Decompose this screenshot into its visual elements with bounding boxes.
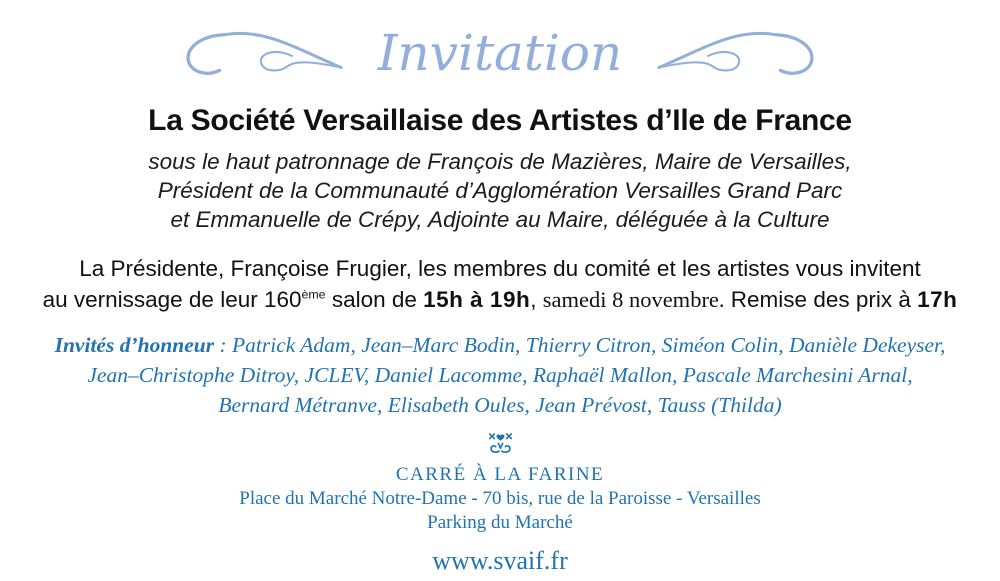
invitation-title: Invitation xyxy=(377,24,623,82)
invite-line2-mid: salon de xyxy=(325,287,424,312)
venue-parking: Parking du Marché xyxy=(427,512,573,533)
ornament-wrap xyxy=(0,432,1000,456)
honor-block xyxy=(0,330,1000,420)
venue-address: Place du Marché Notre-Dame - 70 bis, rue de la Paroisse - Versailles xyxy=(239,488,761,509)
honor-names-1: Patrick Adam, Jean–Marc Bodin, Thierry Citron, Siméon Colin, Danièle Dekeyser, xyxy=(232,333,946,357)
event-date: samedi 8 novembre. xyxy=(542,287,725,312)
honor-separator: : xyxy=(214,333,233,357)
honor-line-3: Bernard Métranve, Elisabeth Oules, Jean Prévost, Tauss (Thilda) xyxy=(218,393,782,417)
venue-name: CARRÉ À LA FARINE xyxy=(395,464,605,485)
honor-line-1 xyxy=(0,330,1000,360)
invite-line2-post: Remise des prix à xyxy=(724,287,918,312)
society-title: La Société Versaillaise des Artistes d’Ile de France xyxy=(148,104,852,137)
header xyxy=(0,22,1000,90)
patronage-line-3: et Emmanuelle de Crépy, Adjointe au Maire, déléguée à la Culture xyxy=(170,207,830,232)
patronage-line-2: Président de la Communauté d’Agglomération Versailles Grand Parc xyxy=(157,178,843,203)
website-wrap xyxy=(0,546,1000,576)
invite-block xyxy=(0,253,1000,315)
fleuron-ornament-icon xyxy=(488,432,513,454)
prize-time: 17h xyxy=(917,287,958,312)
invite-line2-ordinal: ème xyxy=(301,287,326,302)
invite-line-1: La Présidente, Françoise Frugier, les membres du comité et les artistes vous invitent xyxy=(79,256,921,281)
venue-block xyxy=(0,463,1000,535)
flourish-right-icon xyxy=(656,24,820,89)
website-link[interactable]: www.svaif.fr xyxy=(432,546,568,575)
honor-line-2: Jean–Christophe Ditroy, JCLEV, Daniel Lacomme, Raphaël Mallon, Pascale Marchesini Arnal, xyxy=(87,363,913,387)
invite-line-2 xyxy=(0,284,1000,315)
event-time-range: 15h à 19h xyxy=(423,287,531,312)
flourish-left-icon xyxy=(180,24,344,89)
invite-comma: , xyxy=(530,287,543,312)
invite-line2-pre: au vernissage de leur 160 xyxy=(42,287,302,312)
honor-label: Invités d’honneur xyxy=(54,333,215,357)
patronage-line-1: sous le haut patronnage de François de Mazières, Maire de Versailles, xyxy=(148,149,852,174)
patronage-block xyxy=(0,147,1000,234)
